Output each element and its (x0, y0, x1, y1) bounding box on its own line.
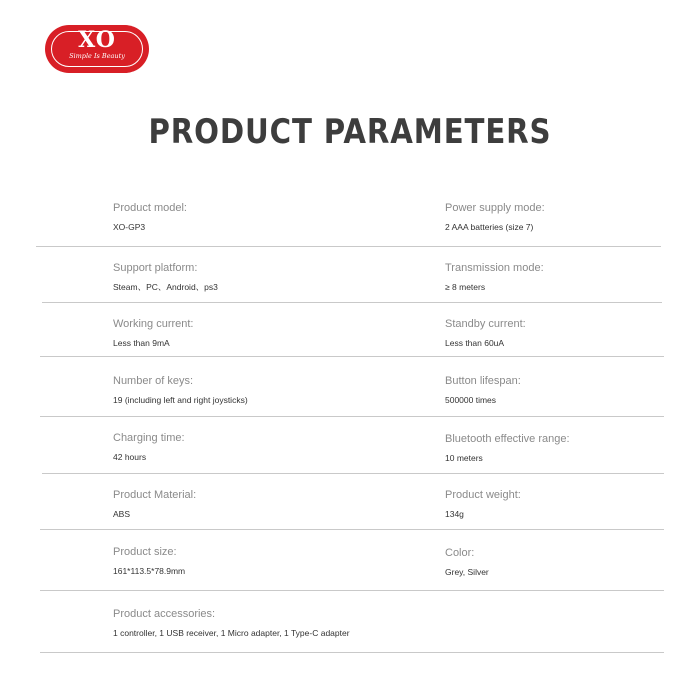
param-value: 2 AAA batteries (size 7) (445, 222, 534, 232)
param-cell-power-supply (445, 201, 545, 233)
param-value: 19 (including left and right joysticks) (113, 395, 248, 405)
param-label: Button lifespan: (445, 375, 521, 387)
param-cell-size (113, 545, 185, 577)
param-value: Steam、PC、Android、ps3 (113, 282, 218, 292)
param-cell-model (113, 201, 187, 233)
param-label: Standby current: (445, 318, 526, 330)
row-divider (40, 356, 664, 357)
param-cell-bluetooth-range (445, 432, 570, 464)
param-label: Number of keys: (113, 375, 194, 387)
param-value: 134g (445, 509, 464, 519)
param-value: 42 hours (113, 452, 147, 462)
row-divider (42, 302, 662, 303)
param-label: Support platform: (113, 262, 198, 274)
param-label: Color: (445, 547, 475, 559)
param-value: 500000 times (445, 395, 497, 405)
row-divider (40, 416, 664, 417)
param-cell-keys (113, 374, 248, 406)
param-label: Product weight: (445, 489, 521, 501)
param-cell-platform (113, 261, 218, 293)
param-value: Less than 60uA (445, 338, 505, 348)
param-value: 161*113.5*78.9mm (113, 566, 186, 576)
row-divider (36, 246, 661, 247)
param-label: Transmission mode: (445, 262, 544, 274)
param-cell-transmission (445, 261, 544, 293)
page-title: PRODUCT PARAMETERS (148, 112, 552, 152)
param-value: XO-GP3 (113, 222, 146, 232)
brand-logo (46, 26, 148, 72)
param-cell-button-lifespan (445, 374, 521, 406)
param-label: Power supply mode: (445, 202, 545, 214)
param-cell-standby-current (445, 317, 526, 349)
row-divider (40, 529, 664, 530)
param-value: Less than 9mA (113, 338, 170, 348)
param-cell-accessories (113, 607, 350, 639)
row-divider (40, 590, 664, 591)
param-label: Bluetooth effective range: (445, 433, 570, 445)
param-cell-charging-time (113, 431, 185, 463)
param-label: Product size: (113, 546, 177, 558)
param-cell-working-current (113, 317, 194, 349)
param-value: 1 controller, 1 USB receiver, 1 Micro adapter, 1 Type-C adapter (113, 628, 350, 638)
row-divider (42, 473, 664, 474)
param-value: ABS (113, 509, 131, 519)
param-cell-material (113, 488, 196, 520)
param-label: Working current: (113, 318, 194, 330)
logo-tagline: Simple Is Beauty (69, 52, 125, 60)
param-label: Product accessories: (113, 608, 216, 620)
logo-mark: XO (78, 27, 116, 53)
param-value: ≥ 8 meters (445, 282, 486, 292)
param-label: Product Material: (113, 489, 197, 501)
param-label: Charging time: (113, 432, 185, 444)
param-cell-color (445, 546, 489, 578)
row-divider (40, 652, 664, 653)
param-value: Grey, Silver (445, 567, 489, 577)
param-value: 10 meters (445, 453, 483, 463)
param-cell-weight (445, 488, 521, 520)
param-label: Product model: (113, 202, 187, 214)
